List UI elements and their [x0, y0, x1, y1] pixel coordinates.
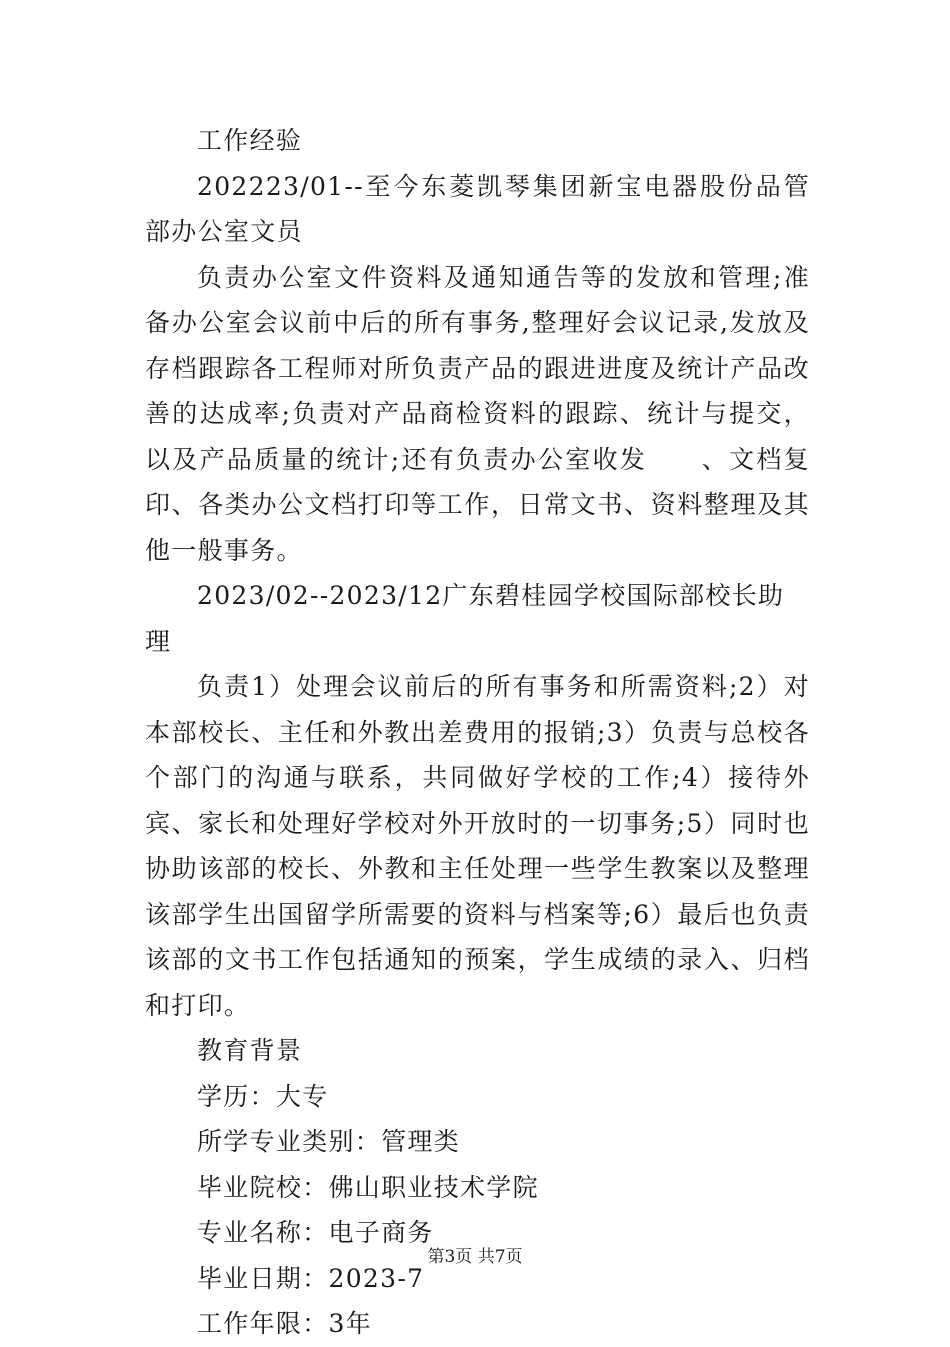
job-entry-1-title: 202223/01--至今东菱凯琴集团新宝电器股份品管部办公室文员	[145, 171, 810, 246]
education-major-name: 专业名称：电子商务	[197, 1218, 434, 1247]
education-major-category: 所学专业类别：管理类	[197, 1127, 461, 1156]
education-school: 毕业院校：佛山职业技术学院	[197, 1172, 539, 1202]
education-graduation-date: 毕业日期：2023-7	[197, 1263, 425, 1293]
education-degree: 学历：大专	[197, 1081, 329, 1111]
section-heading-education: 教育背景	[197, 1036, 303, 1065]
job-entry-2-description: 负责1）处理会议前后的所有事务和所需资料;2）对本部校长、主任和外教出差费用的报销;3）负责与总校各个部门的沟通与联系，共同做好学校的工作;4）接待外宾、家长和处理好学校对外开放时的一切事务;5）同时也协助该部的校长、外教和主任处理一些学生教案以及整理该部学生出国留学所需要的资料与档案等;6）最后也负责该部的文书工作包括通知的预案，学生成绩的录入、归档和打印。	[145, 672, 810, 1020]
job-entry-1-description: 负责办公室文件资料及通知通告等的发放和管理;准备办公室会议前中后的所有事务,整理好会议记录,发放及存档跟踪各工程师对所负责产品的跟进进度及统计产品改善的达成率;负责对产品商检资料的跟踪、统计与提交，以及产品质量的统计;还有负责办公室收发 、文档复印、各类办公文档打印等工作，日常文书、资料整理及其他一般事务。	[145, 262, 810, 565]
job-entry-2-title: 2023/02--2023/12广东碧桂园学校国际部校长助理	[145, 581, 785, 656]
work-years: 工作年限：3年	[197, 1309, 373, 1338]
page-number: 第3页 共7页	[427, 1247, 523, 1267]
document-body	[145, 118, 810, 1347]
section-heading-work-experience: 工作经验	[197, 126, 303, 155]
